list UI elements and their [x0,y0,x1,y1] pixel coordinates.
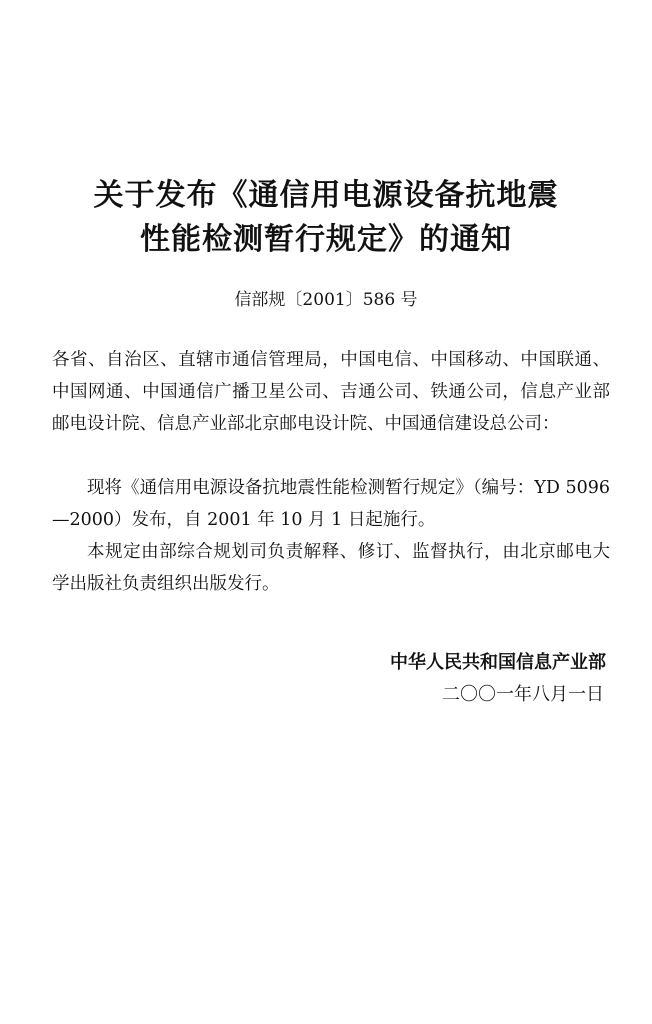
document-number: 信部规〔2001〕586 号 [234,290,418,310]
title-line-1: 关于发布《通信用电源设备抗地震 [93,178,559,213]
body-paragraph-2: 本规定由部综合规划司负责解释、修订、监督执行，由北京邮电大学出版社负责组织出版发行。 [52,542,610,594]
title-line-2: 性能检测暂行规定》的通知 [140,222,512,257]
body-paragraph-1: 现将《通信用电源设备抗地震性能检测暂行规定》（编号：YD 5096—2000）发布，自 2001 年 10 月 1 日起施行。 [52,478,610,530]
signature-organization: 中华人民共和国信息产业部 [390,652,606,673]
addressee-paragraph: 各省、自治区、直辖市通信管理局，中国电信、中国移动、中国联通、中国网通、中国通信广播卫星公司、吉通公司、铁通公司，信息产业部邮电设计院、信息产业部北京邮电设计院、中国通信建设总公司： [52,350,610,434]
signature-date: 二〇〇一年八月一日 [442,684,604,705]
